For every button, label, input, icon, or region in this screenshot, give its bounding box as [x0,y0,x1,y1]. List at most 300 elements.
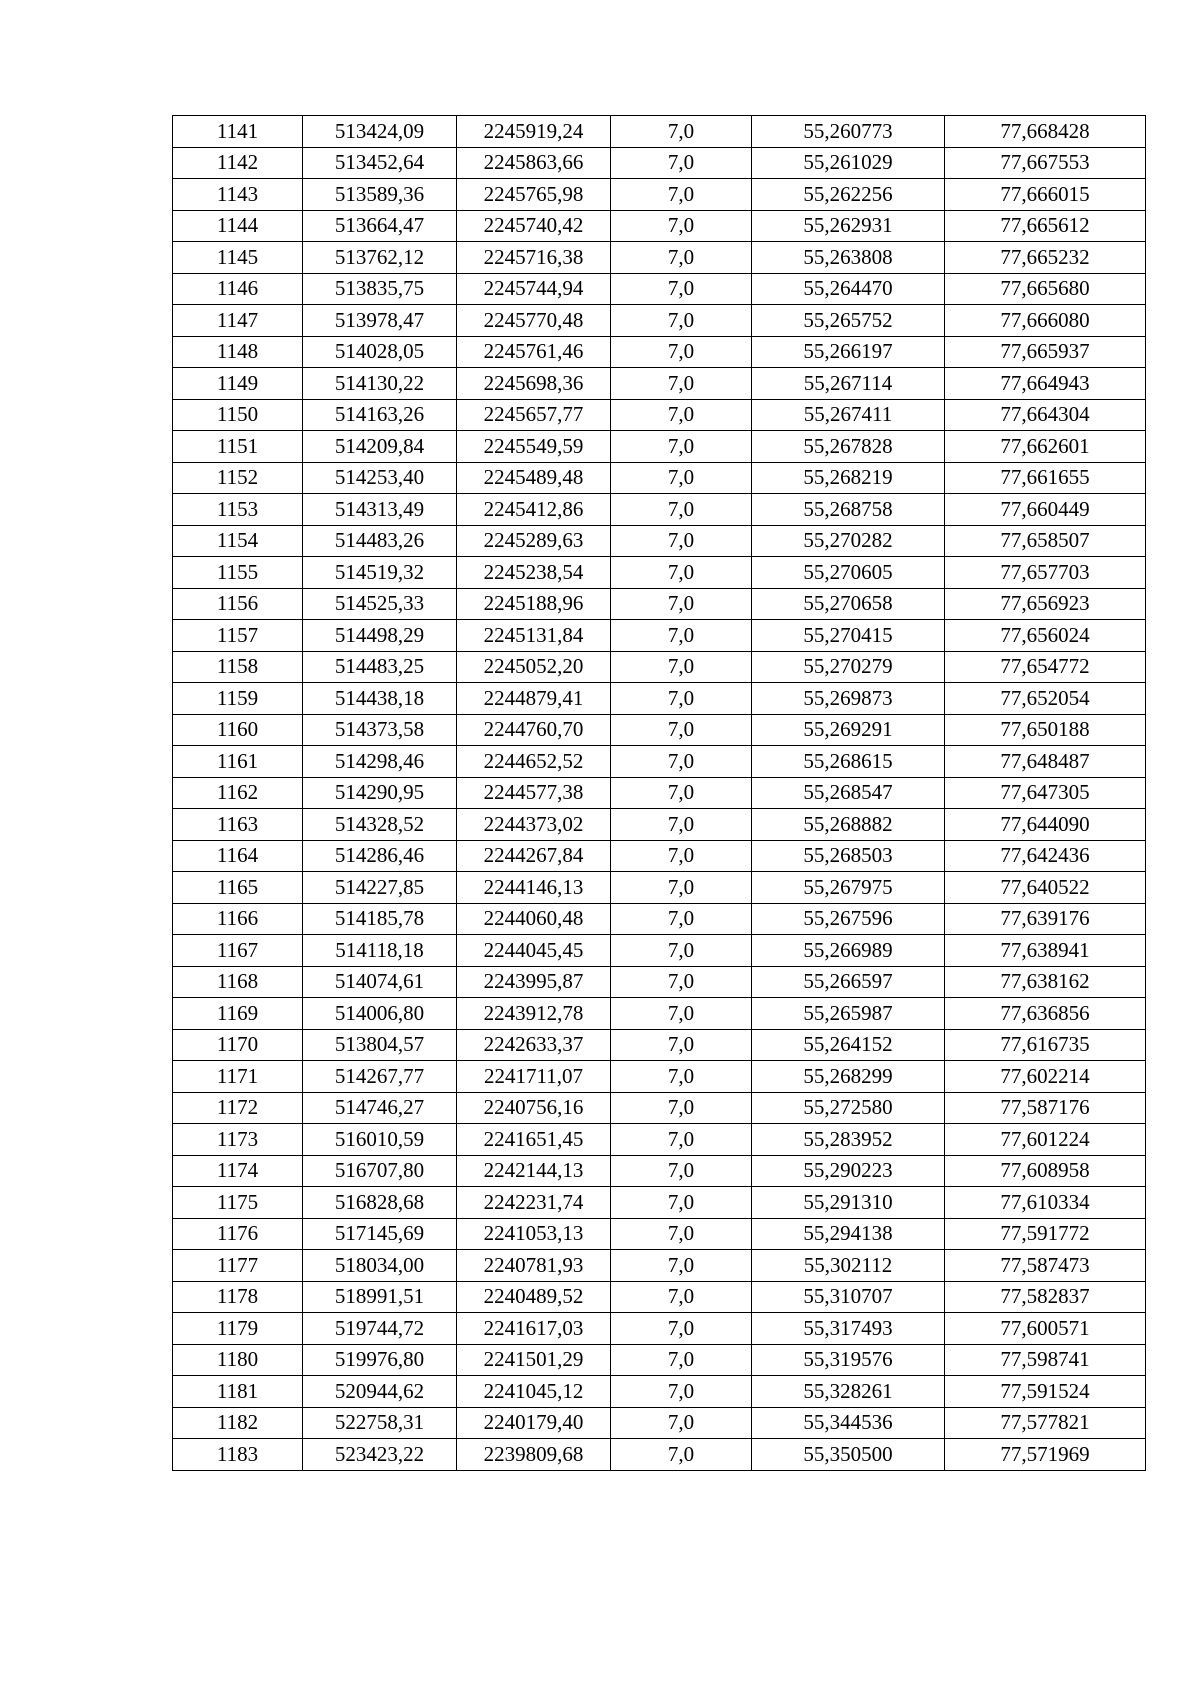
value-cell: 7,0 [611,683,752,715]
value-cell: 7,0 [611,1376,752,1408]
longitude-cell: 77,647305 [945,777,1146,809]
latitude-cell: 55,283952 [752,1124,945,1156]
value-cell: 7,0 [611,368,752,400]
x-coordinate-cell: 514185,78 [303,903,457,935]
table-row [173,1155,1146,1187]
y-coordinate-cell: 2240489,52 [457,1281,611,1313]
longitude-cell: 77,639176 [945,903,1146,935]
latitude-cell: 55,328261 [752,1376,945,1408]
y-coordinate-cell: 2245289,63 [457,525,611,557]
longitude-cell: 77,640522 [945,872,1146,904]
longitude-cell: 77,658507 [945,525,1146,557]
point-number-cell: 1161 [173,746,303,778]
value-cell: 7,0 [611,1407,752,1439]
table-row [173,1092,1146,1124]
x-coordinate-cell: 514118,18 [303,935,457,967]
longitude-cell: 77,666080 [945,305,1146,337]
table-row [173,116,1146,148]
y-coordinate-cell: 2245549,59 [457,431,611,463]
latitude-cell: 55,265752 [752,305,945,337]
latitude-cell: 55,268219 [752,462,945,494]
y-coordinate-cell: 2244760,70 [457,714,611,746]
y-coordinate-cell: 2245412,86 [457,494,611,526]
x-coordinate-cell: 518034,00 [303,1250,457,1282]
coordinates-table [172,115,1146,1471]
y-coordinate-cell: 2245740,42 [457,210,611,242]
latitude-cell: 55,268758 [752,494,945,526]
y-coordinate-cell: 2244146,13 [457,872,611,904]
latitude-cell: 55,290223 [752,1155,945,1187]
point-number-cell: 1178 [173,1281,303,1313]
y-coordinate-cell: 2245489,48 [457,462,611,494]
y-coordinate-cell: 2244267,84 [457,840,611,872]
value-cell: 7,0 [611,840,752,872]
x-coordinate-cell: 514227,85 [303,872,457,904]
longitude-cell: 77,587473 [945,1250,1146,1282]
value-cell: 7,0 [611,903,752,935]
table-row [173,242,1146,274]
x-coordinate-cell: 518991,51 [303,1281,457,1313]
x-coordinate-cell: 516707,80 [303,1155,457,1187]
value-cell: 7,0 [611,746,752,778]
value-cell: 7,0 [611,1124,752,1156]
point-number-cell: 1155 [173,557,303,589]
longitude-cell: 77,650188 [945,714,1146,746]
y-coordinate-cell: 2241711,07 [457,1061,611,1093]
x-coordinate-cell: 514253,40 [303,462,457,494]
latitude-cell: 55,319576 [752,1344,945,1376]
point-number-cell: 1158 [173,651,303,683]
table-row [173,935,1146,967]
y-coordinate-cell: 2244577,38 [457,777,611,809]
value-cell: 7,0 [611,179,752,211]
longitude-cell: 77,601224 [945,1124,1146,1156]
table-row [173,1218,1146,1250]
point-number-cell: 1170 [173,1029,303,1061]
y-coordinate-cell: 2240756,16 [457,1092,611,1124]
point-number-cell: 1164 [173,840,303,872]
point-number-cell: 1177 [173,1250,303,1282]
x-coordinate-cell: 514074,61 [303,966,457,998]
y-coordinate-cell: 2245657,77 [457,399,611,431]
latitude-cell: 55,350500 [752,1439,945,1471]
point-number-cell: 1146 [173,273,303,305]
longitude-cell: 77,657703 [945,557,1146,589]
x-coordinate-cell: 513424,09 [303,116,457,148]
point-number-cell: 1150 [173,399,303,431]
latitude-cell: 55,268503 [752,840,945,872]
y-coordinate-cell: 2243995,87 [457,966,611,998]
value-cell: 7,0 [611,777,752,809]
y-coordinate-cell: 2245863,66 [457,147,611,179]
table-row [173,777,1146,809]
table-row [173,1061,1146,1093]
y-coordinate-cell: 2243912,78 [457,998,611,1030]
longitude-cell: 77,602214 [945,1061,1146,1093]
latitude-cell: 55,294138 [752,1218,945,1250]
latitude-cell: 55,272580 [752,1092,945,1124]
latitude-cell: 55,267975 [752,872,945,904]
value-cell: 7,0 [611,305,752,337]
point-number-cell: 1172 [173,1092,303,1124]
latitude-cell: 55,265987 [752,998,945,1030]
table-row [173,462,1146,494]
latitude-cell: 55,268547 [752,777,945,809]
table-row [173,1313,1146,1345]
value-cell: 7,0 [611,620,752,652]
table-row [173,1029,1146,1061]
latitude-cell: 55,270415 [752,620,945,652]
table-row [173,1281,1146,1313]
x-coordinate-cell: 514519,32 [303,557,457,589]
value-cell: 7,0 [611,242,752,274]
x-coordinate-cell: 513762,12 [303,242,457,274]
latitude-cell: 55,260773 [752,116,945,148]
table-row [173,494,1146,526]
value-cell: 7,0 [611,998,752,1030]
table-row [173,336,1146,368]
latitude-cell: 55,317493 [752,1313,945,1345]
y-coordinate-cell: 2242633,37 [457,1029,611,1061]
table-row [173,903,1146,935]
latitude-cell: 55,266597 [752,966,945,998]
point-number-cell: 1154 [173,525,303,557]
longitude-cell: 77,668428 [945,116,1146,148]
y-coordinate-cell: 2245716,38 [457,242,611,274]
table-row [173,1124,1146,1156]
latitude-cell: 55,267411 [752,399,945,431]
latitude-cell: 55,302112 [752,1250,945,1282]
x-coordinate-cell: 514209,84 [303,431,457,463]
x-coordinate-cell: 514483,25 [303,651,457,683]
table-row [173,1344,1146,1376]
value-cell: 7,0 [611,273,752,305]
point-number-cell: 1171 [173,1061,303,1093]
x-coordinate-cell: 522758,31 [303,1407,457,1439]
value-cell: 7,0 [611,1029,752,1061]
longitude-cell: 77,667553 [945,147,1146,179]
value-cell: 7,0 [611,1313,752,1345]
latitude-cell: 55,266989 [752,935,945,967]
value-cell: 7,0 [611,147,752,179]
y-coordinate-cell: 2245698,36 [457,368,611,400]
longitude-cell: 77,666015 [945,179,1146,211]
longitude-cell: 77,616735 [945,1029,1146,1061]
x-coordinate-cell: 513452,64 [303,147,457,179]
y-coordinate-cell: 2241651,45 [457,1124,611,1156]
table-row [173,210,1146,242]
point-number-cell: 1181 [173,1376,303,1408]
table-row [173,1187,1146,1219]
point-number-cell: 1174 [173,1155,303,1187]
point-number-cell: 1151 [173,431,303,463]
table-row [173,746,1146,778]
value-cell: 7,0 [611,1218,752,1250]
table-row [173,147,1146,179]
latitude-cell: 55,267828 [752,431,945,463]
latitude-cell: 55,267114 [752,368,945,400]
table-row [173,966,1146,998]
table-row [173,620,1146,652]
y-coordinate-cell: 2241501,29 [457,1344,611,1376]
longitude-cell: 77,644090 [945,809,1146,841]
longitude-cell: 77,598741 [945,1344,1146,1376]
y-coordinate-cell: 2245188,96 [457,588,611,620]
value-cell: 7,0 [611,1439,752,1471]
point-number-cell: 1156 [173,588,303,620]
latitude-cell: 55,344536 [752,1407,945,1439]
point-number-cell: 1173 [173,1124,303,1156]
value-cell: 7,0 [611,116,752,148]
table-row [173,431,1146,463]
value-cell: 7,0 [611,494,752,526]
point-number-cell: 1179 [173,1313,303,1345]
x-coordinate-cell: 517145,69 [303,1218,457,1250]
x-coordinate-cell: 514130,22 [303,368,457,400]
point-number-cell: 1148 [173,336,303,368]
longitude-cell: 77,648487 [945,746,1146,778]
point-number-cell: 1160 [173,714,303,746]
point-number-cell: 1159 [173,683,303,715]
value-cell: 7,0 [611,525,752,557]
longitude-cell: 77,642436 [945,840,1146,872]
x-coordinate-cell: 514328,52 [303,809,457,841]
latitude-cell: 55,262931 [752,210,945,242]
x-coordinate-cell: 514438,18 [303,683,457,715]
y-coordinate-cell: 2241053,13 [457,1218,611,1250]
x-coordinate-cell: 514006,80 [303,998,457,1030]
value-cell: 7,0 [611,935,752,967]
longitude-cell: 77,571969 [945,1439,1146,1471]
value-cell: 7,0 [611,1250,752,1282]
y-coordinate-cell: 2244652,52 [457,746,611,778]
longitude-cell: 77,665937 [945,336,1146,368]
table-row [173,525,1146,557]
table-row [173,399,1146,431]
point-number-cell: 1144 [173,210,303,242]
longitude-cell: 77,610334 [945,1187,1146,1219]
value-cell: 7,0 [611,1281,752,1313]
value-cell: 7,0 [611,872,752,904]
value-cell: 7,0 [611,431,752,463]
y-coordinate-cell: 2245131,84 [457,620,611,652]
value-cell: 7,0 [611,588,752,620]
latitude-cell: 55,264470 [752,273,945,305]
x-coordinate-cell: 514267,77 [303,1061,457,1093]
latitude-cell: 55,268299 [752,1061,945,1093]
table-row [173,557,1146,589]
longitude-cell: 77,664304 [945,399,1146,431]
x-coordinate-cell: 513978,47 [303,305,457,337]
x-coordinate-cell: 514298,46 [303,746,457,778]
latitude-cell: 55,263808 [752,242,945,274]
table-row [173,179,1146,211]
point-number-cell: 1145 [173,242,303,274]
longitude-cell: 77,636856 [945,998,1146,1030]
point-number-cell: 1143 [173,179,303,211]
y-coordinate-cell: 2245761,46 [457,336,611,368]
table-row [173,714,1146,746]
value-cell: 7,0 [611,809,752,841]
y-coordinate-cell: 2244373,02 [457,809,611,841]
x-coordinate-cell: 519744,72 [303,1313,457,1345]
y-coordinate-cell: 2239809,68 [457,1439,611,1471]
point-number-cell: 1163 [173,809,303,841]
longitude-cell: 77,600571 [945,1313,1146,1345]
y-coordinate-cell: 2245238,54 [457,557,611,589]
x-coordinate-cell: 513589,36 [303,179,457,211]
point-number-cell: 1183 [173,1439,303,1471]
latitude-cell: 55,269873 [752,683,945,715]
longitude-cell: 77,660449 [945,494,1146,526]
table-row [173,588,1146,620]
longitude-cell: 77,665232 [945,242,1146,274]
value-cell: 7,0 [611,462,752,494]
point-number-cell: 1142 [173,147,303,179]
longitude-cell: 77,652054 [945,683,1146,715]
table-row [173,809,1146,841]
table-row [173,368,1146,400]
latitude-cell: 55,267596 [752,903,945,935]
y-coordinate-cell: 2242231,74 [457,1187,611,1219]
latitude-cell: 55,270282 [752,525,945,557]
x-coordinate-cell: 514373,58 [303,714,457,746]
point-number-cell: 1180 [173,1344,303,1376]
point-number-cell: 1152 [173,462,303,494]
x-coordinate-cell: 519976,80 [303,1344,457,1376]
x-coordinate-cell: 516010,59 [303,1124,457,1156]
longitude-cell: 77,664943 [945,368,1146,400]
value-cell: 7,0 [611,336,752,368]
point-number-cell: 1153 [173,494,303,526]
y-coordinate-cell: 2244060,48 [457,903,611,935]
longitude-cell: 77,638941 [945,935,1146,967]
value-cell: 7,0 [611,210,752,242]
x-coordinate-cell: 513835,75 [303,273,457,305]
x-coordinate-cell: 514163,26 [303,399,457,431]
value-cell: 7,0 [611,966,752,998]
table-row [173,1250,1146,1282]
latitude-cell: 55,270605 [752,557,945,589]
longitude-cell: 77,608958 [945,1155,1146,1187]
longitude-cell: 77,661655 [945,462,1146,494]
value-cell: 7,0 [611,1155,752,1187]
latitude-cell: 55,270279 [752,651,945,683]
latitude-cell: 55,310707 [752,1281,945,1313]
value-cell: 7,0 [611,1061,752,1093]
table-row [173,998,1146,1030]
table-row [173,305,1146,337]
longitude-cell: 77,665680 [945,273,1146,305]
x-coordinate-cell: 514313,49 [303,494,457,526]
x-coordinate-cell: 514286,46 [303,840,457,872]
x-coordinate-cell: 520944,62 [303,1376,457,1408]
longitude-cell: 77,654772 [945,651,1146,683]
value-cell: 7,0 [611,1092,752,1124]
x-coordinate-cell: 514290,95 [303,777,457,809]
y-coordinate-cell: 2244045,45 [457,935,611,967]
x-coordinate-cell: 514525,33 [303,588,457,620]
value-cell: 7,0 [611,714,752,746]
longitude-cell: 77,656024 [945,620,1146,652]
point-number-cell: 1141 [173,116,303,148]
latitude-cell: 55,291310 [752,1187,945,1219]
y-coordinate-cell: 2245919,24 [457,116,611,148]
table-body [173,116,1146,1471]
point-number-cell: 1166 [173,903,303,935]
longitude-cell: 77,587176 [945,1092,1146,1124]
latitude-cell: 55,268615 [752,746,945,778]
table-row [173,1376,1146,1408]
latitude-cell: 55,266197 [752,336,945,368]
x-coordinate-cell: 514498,29 [303,620,457,652]
latitude-cell: 55,261029 [752,147,945,179]
y-coordinate-cell: 2245765,98 [457,179,611,211]
point-number-cell: 1149 [173,368,303,400]
point-number-cell: 1182 [173,1407,303,1439]
latitude-cell: 55,264152 [752,1029,945,1061]
value-cell: 7,0 [611,557,752,589]
point-number-cell: 1168 [173,966,303,998]
table-row [173,273,1146,305]
latitude-cell: 55,268882 [752,809,945,841]
y-coordinate-cell: 2241045,12 [457,1376,611,1408]
point-number-cell: 1175 [173,1187,303,1219]
table-row [173,872,1146,904]
table-row [173,1407,1146,1439]
point-number-cell: 1176 [173,1218,303,1250]
point-number-cell: 1167 [173,935,303,967]
x-coordinate-cell: 523423,22 [303,1439,457,1471]
x-coordinate-cell: 513804,57 [303,1029,457,1061]
point-number-cell: 1147 [173,305,303,337]
value-cell: 7,0 [611,651,752,683]
longitude-cell: 77,662601 [945,431,1146,463]
point-number-cell: 1157 [173,620,303,652]
value-cell: 7,0 [611,1187,752,1219]
point-number-cell: 1162 [173,777,303,809]
latitude-cell: 55,269291 [752,714,945,746]
point-number-cell: 1169 [173,998,303,1030]
value-cell: 7,0 [611,399,752,431]
x-coordinate-cell: 514746,27 [303,1092,457,1124]
y-coordinate-cell: 2245770,48 [457,305,611,337]
x-coordinate-cell: 513664,47 [303,210,457,242]
y-coordinate-cell: 2245052,20 [457,651,611,683]
point-number-cell: 1165 [173,872,303,904]
longitude-cell: 77,656923 [945,588,1146,620]
table-row [173,651,1146,683]
value-cell: 7,0 [611,1344,752,1376]
table-row [173,840,1146,872]
latitude-cell: 55,270658 [752,588,945,620]
y-coordinate-cell: 2240179,40 [457,1407,611,1439]
x-coordinate-cell: 514028,05 [303,336,457,368]
longitude-cell: 77,591772 [945,1218,1146,1250]
y-coordinate-cell: 2241617,03 [457,1313,611,1345]
longitude-cell: 77,665612 [945,210,1146,242]
x-coordinate-cell: 516828,68 [303,1187,457,1219]
longitude-cell: 77,582837 [945,1281,1146,1313]
latitude-cell: 55,262256 [752,179,945,211]
y-coordinate-cell: 2245744,94 [457,273,611,305]
y-coordinate-cell: 2240781,93 [457,1250,611,1282]
longitude-cell: 77,591524 [945,1376,1146,1408]
table-row [173,1439,1146,1471]
table-row [173,683,1146,715]
longitude-cell: 77,577821 [945,1407,1146,1439]
y-coordinate-cell: 2242144,13 [457,1155,611,1187]
